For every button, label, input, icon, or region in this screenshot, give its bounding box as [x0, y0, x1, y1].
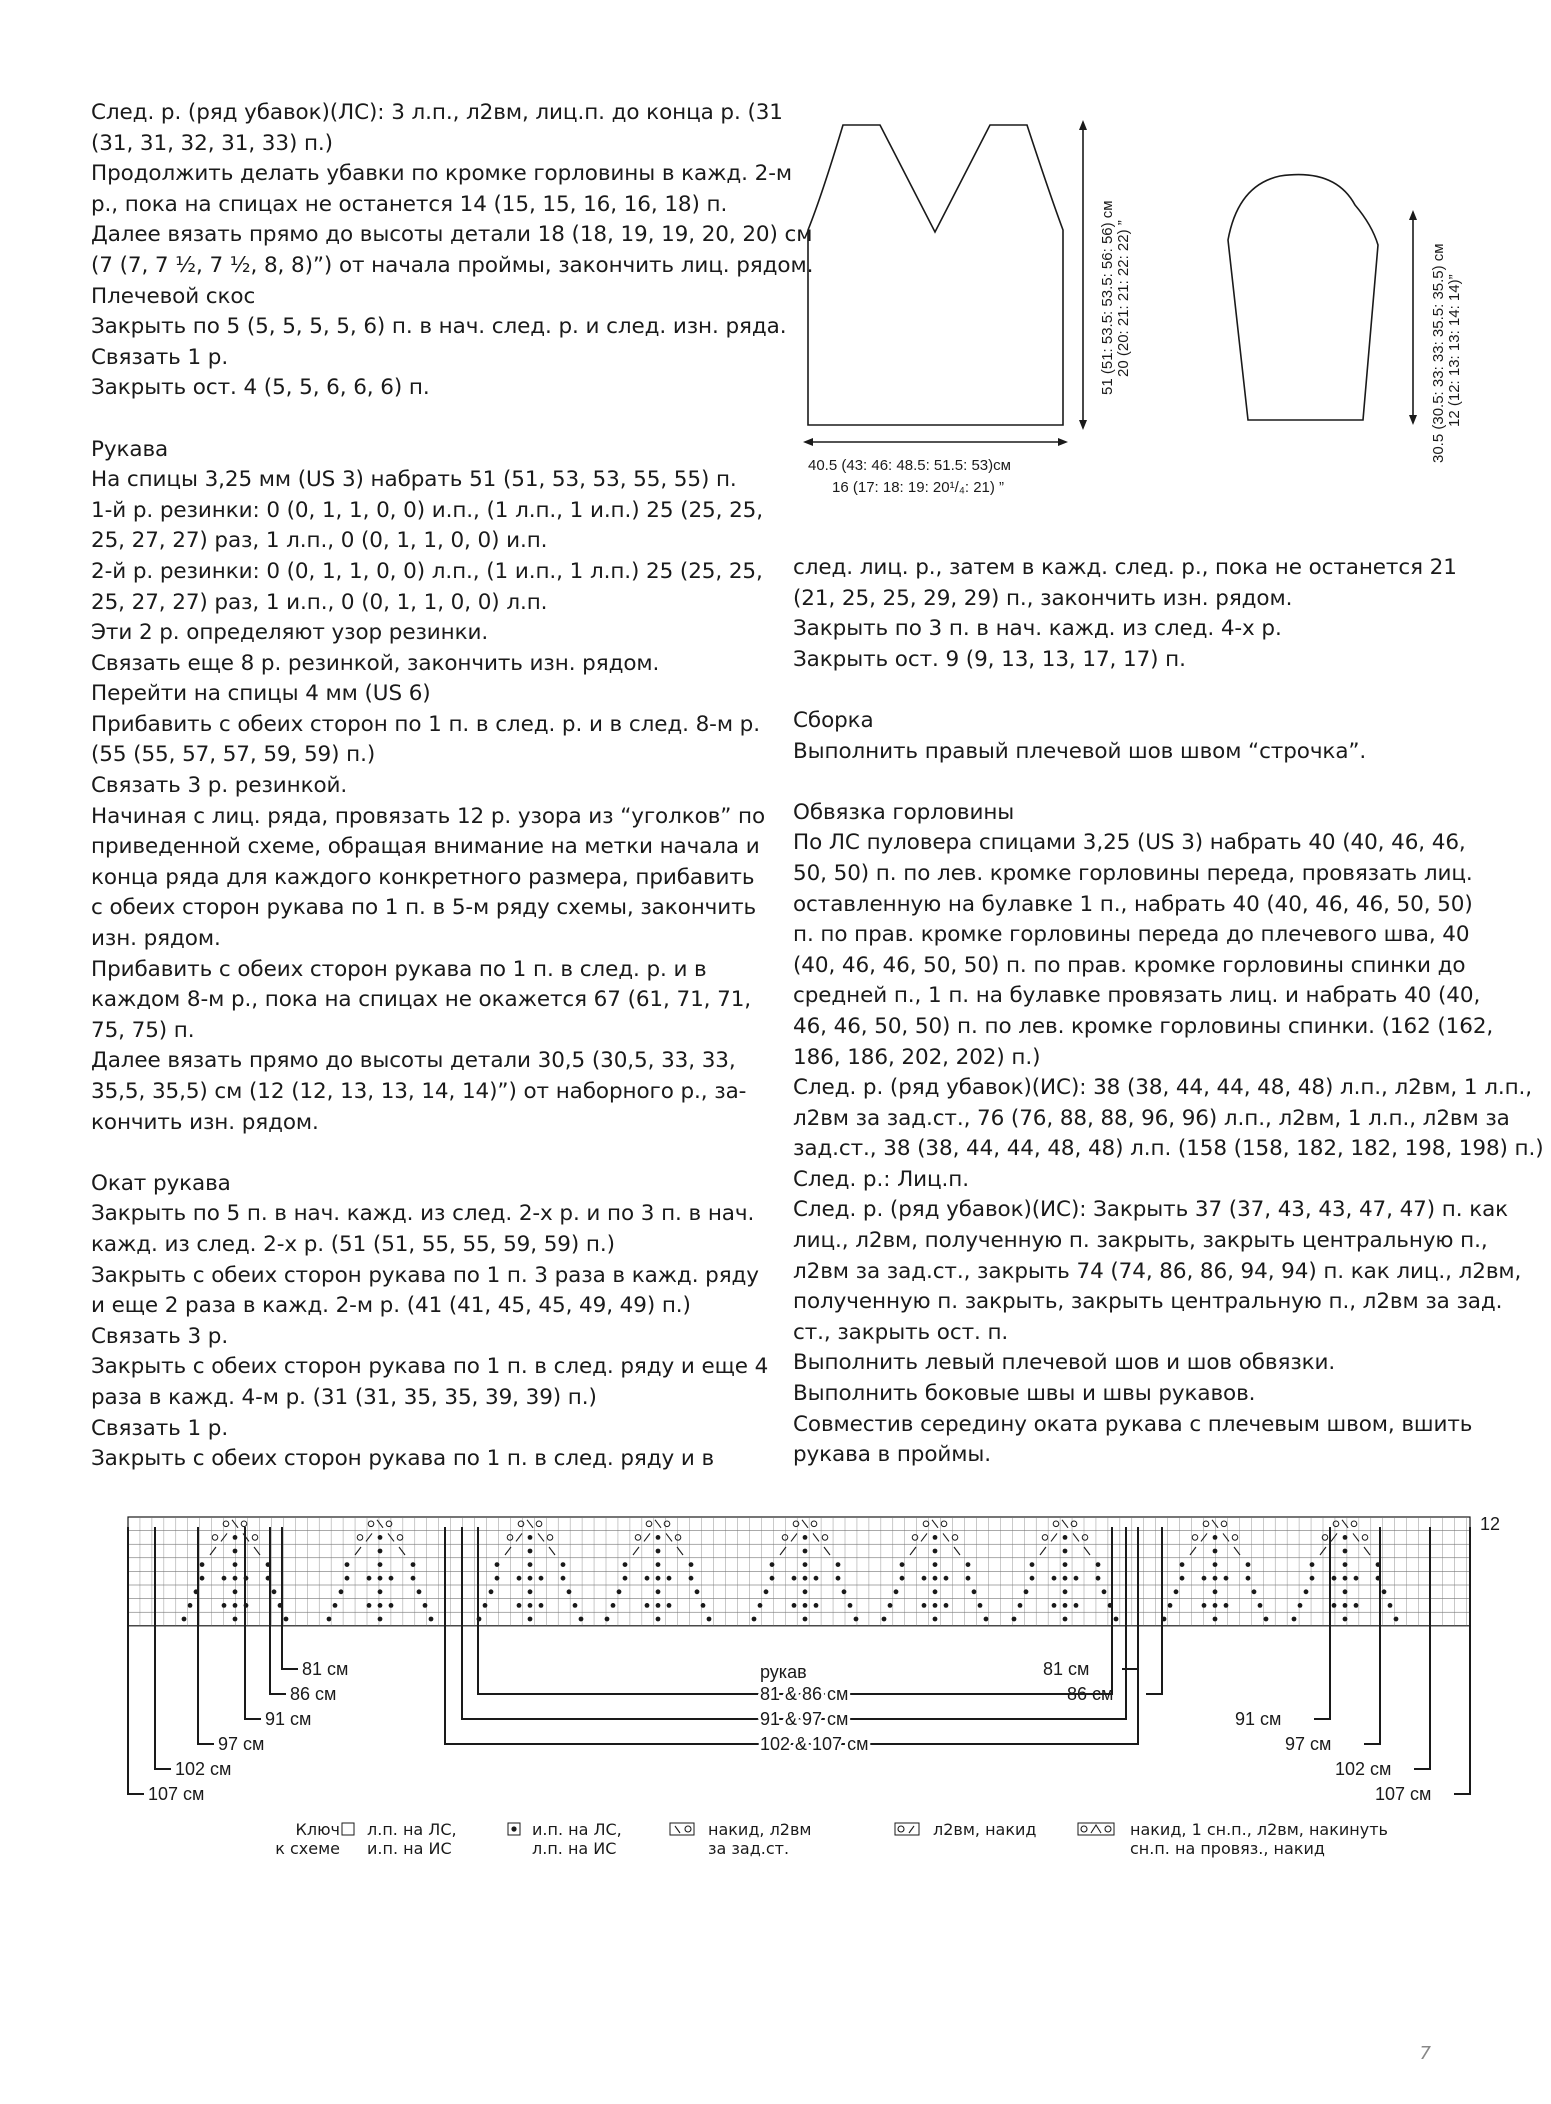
text-line: (55 (55, 57, 57, 59, 59) п.) [91, 742, 376, 768]
text-line: Начиная с лиц. ряда, провязать 12 р. узора из “уголков” по [91, 803, 766, 829]
text-line: (31, 31, 32, 31, 33) п.) [91, 130, 333, 156]
text-line: Связать 3 р. резинкой. [91, 773, 348, 799]
text-line: п. по прав. кромке горловины переда до плечевого шва, 40 [793, 922, 1470, 948]
text-line: Закрыть по 3 п. в нач. кажд. из след. 4-х р. [793, 616, 1282, 642]
text-line: Связать 1 р. [91, 344, 229, 370]
key-item-k2tog-yo: л2вм, накид [933, 1820, 1037, 1839]
text-line: Далее вязать прямо до высоты детали 30,5 (30,5, 33, 33, [91, 1048, 736, 1074]
text-line: раза в кажд. 4-м р. (31 (31, 35, 35, 39, 39) п.) [91, 1384, 597, 1410]
left-size-label: 86 см [290, 1684, 337, 1704]
text-line: Выполнить левый плечевой шов и шов обвязки. [793, 1350, 1336, 1376]
text-line: Выполнить правый плечевой шов швом “строчка”. [793, 738, 1367, 764]
text-line: На спицы 3,25 мм (US 3) набрать 51 (51, 53, 53, 55, 55) п. [91, 467, 737, 493]
right-size-label: 86 см [1067, 1684, 1114, 1704]
text-line: Обвязка горловины [793, 799, 1015, 825]
text-line: Связать еще 8 р. резинкой, закончить изн. рядом. [91, 650, 660, 676]
text-line: След. р. (ряд убавок)(ЛС): 3 л.п., л2вм, лиц.п. до конца р. (31 [91, 100, 783, 125]
text-line: Закрыть ост. 9 (9, 13, 13, 17, 17) п. [793, 646, 1186, 672]
body-width-in-label: 16 (17: 18: 19: 20¹/₄: 21) ” [832, 479, 1005, 496]
text-line: средней п., 1 п. на булавке провязать лиц. и набрать 40 (40, [793, 983, 1481, 1009]
text-line: Совместив середину оката рукава с плечевым швом, вшить [793, 1411, 1473, 1437]
text-line: 50, 50) п. по лев. кромке горловины переда, провязать лиц. [793, 860, 1473, 886]
right-size-label: 91 см [1235, 1709, 1282, 1729]
text-line: след. лиц. р., затем в кажд. след. р., пока не останется 21 [793, 555, 1457, 580]
text-line: Связать 1 р. [91, 1415, 229, 1441]
chart-row-count: 12 [1480, 1514, 1501, 1534]
left-size-label: 102 см [175, 1759, 232, 1779]
text-line: кончить изн. рядом. [91, 1109, 319, 1135]
text-line: Выполнить боковые швы и швы рукавов. [793, 1381, 1256, 1407]
key-symbol-knit [342, 1823, 354, 1835]
text-line: Сборка [793, 707, 874, 733]
left-size-label: 107 см [148, 1784, 205, 1804]
center-size-label: 102 & 107 см [760, 1734, 869, 1754]
text-line: рукава в проймы. [793, 1442, 991, 1468]
text-line: 46, 46, 50, 50) п. по лев. кромке горловины спинки. (162 (162, [793, 1013, 1494, 1039]
right-size-label: 97 см [1285, 1734, 1332, 1754]
key-title-2: к схеме [275, 1839, 340, 1858]
body-height-in-label: 20 (20: 21: 21: 22: 22) ” [1115, 220, 1132, 377]
text-line: 25, 27, 27) раз, 1 и.п., 0 (0, 1, 1, 0, 0) л.п. [91, 589, 548, 615]
text-line: Закрыть с обеих сторон рукава по 1 п. в след. ряду и в [91, 1446, 715, 1472]
text-line: 2-й р. резинки: 0 (0, 1, 1, 0, 0) л.п., (1 и.п., 1 л.п.) 25 (25, 25, [91, 558, 763, 584]
text-line: След. р. (ряд убавок)(ИС): Закрыть 37 (37, 43, 43, 47, 47) п. как [793, 1197, 1509, 1223]
left-size-label: 97 см [218, 1734, 265, 1754]
body-height-label: 51 (51: 53.5: 53.5: 56: 56) см [1099, 200, 1116, 395]
text-line: лиц., л2вм, полученную п. закрыть, закрыть центральную п., [793, 1228, 1488, 1254]
text-line: 1-й р. резинки: 0 (0, 1, 1, 0, 0) и.п., (1 л.п., 1 и.п.) 25 (25, 25, [91, 497, 763, 523]
text-line: Окат рукава [91, 1170, 231, 1196]
text-line: конца ряда для каждого конкретного размера, прибавить [91, 864, 755, 890]
text-line: Рукава [91, 436, 169, 462]
sleeve-height-label: 30.5 (30.5: 33: 33: 35.5: 35.5) см [1430, 243, 1447, 463]
text-line: полученную п. закрыть, закрыть центральную п., л2вм за зад. [793, 1289, 1503, 1315]
text-line: Перейти на спицы 4 мм (US 6) [91, 681, 431, 707]
text-line: Плечевой скос [91, 283, 256, 309]
text-line: Эти 2 р. определяют узор резинки. [91, 620, 489, 646]
text-line: л2вм за зад.ст., 76 (76, 88, 88, 96, 96) л.п., л2вм, 1 л.п., л2вм за [793, 1105, 1510, 1131]
left-size-label: 81 см [302, 1659, 349, 1679]
sleeve-height-in-label: 12 (12: 13: 13: 14: 14)” [1446, 274, 1463, 427]
text-line: (7 (7, 7 ½, 7 ½, 8, 8)”) от начала проймы, закончить лиц. рядом. [91, 252, 814, 278]
text-line: изн. рядом. [91, 926, 221, 952]
center-size-label: 91 & 97 см [760, 1709, 849, 1729]
body-width-label: 40.5 (43: 46: 48.5: 51.5: 53)см [808, 457, 1011, 474]
text-line: (21, 25, 25, 29, 29) п., закончить изн. рядом. [793, 585, 1293, 611]
text-line: 75, 75) п. [91, 1017, 195, 1043]
text-line: с обеих сторон рукава по 1 п. в 5-м ряду схемы, закончить [91, 895, 757, 921]
right-size-label: 81 см [1043, 1659, 1090, 1679]
text-line: зад.ст., 38 (38, 44, 44, 48, 48) л.п. (158 (158, 182, 182, 198, 198) п.) [793, 1136, 1544, 1162]
text-line: Закрыть с обеих сторон рукава по 1 п. 3 раза в кажд. ряду [91, 1262, 759, 1288]
center-size-label: 81 & 86 см [760, 1684, 849, 1704]
page-number: 7 [1419, 2043, 1431, 2064]
right-size-label: 107 см [1375, 1784, 1432, 1804]
text-line: кажд. из след. 2-х р. (51 (51, 55, 55, 59, 59) п.) [91, 1231, 615, 1257]
text-line: каждом 8-м р., пока на спицах не окажется 67 (61, 71, 71, [91, 987, 752, 1013]
text-line: След. р. (ряд убавок)(ИС): 38 (38, 44, 44, 48, 48) л.п., л2вм, 1 л.п., [793, 1075, 1533, 1101]
text-line: 25, 27, 27) раз, 1 л.п., 0 (0, 1, 1, 0, 0) и.п. [91, 528, 548, 554]
text-line: р., пока на спицах не останется 14 (15, 15, 16, 16, 18) п. [91, 191, 728, 217]
text-line: Закрыть ост. 4 (5, 5, 6, 6, 6) п. [91, 375, 430, 401]
text-line: ст., закрыть ост. п. [793, 1319, 1009, 1345]
text-line: л2вм за зад.ст., закрыть 74 (74, 86, 86, 94, 94) п. как лиц., л2вм, [793, 1258, 1522, 1284]
key-title-1: Ключ [295, 1820, 340, 1839]
chart-center-label: рукав [760, 1662, 807, 1682]
text-line: Далее вязать прямо до высоты детали 18 (18, 19, 19, 20, 20) см [91, 222, 813, 248]
text-line: Прибавить с обеих сторон рукава по 1 п. в след. р. и в [91, 956, 707, 982]
key-item-purl: и.п. на ЛС, л.п. на ИС [532, 1820, 622, 1858]
text-line: Закрыть по 5 п. в нач. кажд. из след. 2-х р. и по 3 п. в нач. [91, 1201, 755, 1227]
text-line: Закрыть с обеих сторон рукава по 1 п. в след. ряду и еще 4 [91, 1354, 769, 1380]
text-line: 35,5, 35,5) см (12 (12, 13, 13, 14, 14)”) от наборного р., за- [91, 1079, 747, 1104]
text-line: След. р.: Лиц.п. [793, 1166, 969, 1192]
text-line: (40, 46, 46, 50, 50) п. по прав. кромке горловины спинки до [793, 952, 1466, 978]
text-line: Прибавить с обеих сторон по 1 п. в след. р. и в след. 8-м р. [91, 711, 760, 737]
text-line: 186, 186, 202, 202) п.) [793, 1044, 1041, 1070]
key-symbol-yo-ssk [670, 1823, 694, 1835]
key-item-knit: л.п. на ЛС, и.п. на ИС [367, 1820, 457, 1858]
text-line: приведенной схеме, обращая внимание на метки начала и [91, 834, 760, 860]
key-item-double-dec: накид, 1 сн.п., л2вм, накинуть сн.п. на провяз., накид [1130, 1820, 1388, 1858]
key-item-yo-ssk: накид, л2вм за зад.ст. [708, 1820, 812, 1858]
text-line: Связать 3 р. [91, 1323, 229, 1349]
text-line: Закрыть по 5 (5, 5, 5, 5, 6) п. в нач. след. р. и след. изн. ряда. [91, 314, 787, 340]
text-line: Продолжить делать убавки по кромке горловины в кажд. 2-м [91, 161, 792, 187]
key-symbol-k2tog-yo [895, 1823, 919, 1835]
left-size-label: 91 см [265, 1709, 312, 1729]
right-size-label: 102 см [1335, 1759, 1392, 1779]
text-line: По ЛС пуловера спицами 3,25 (US 3) набрать 40 (40, 46, 46, [793, 830, 1466, 856]
text-line: и еще 2 раза в кажд. 2-м р. (41 (41, 45, 45, 49, 49) п.) [91, 1293, 691, 1319]
text-line: оставленную на булавке 1 п., набрать 40 (40, 46, 46, 50, 50) [793, 891, 1473, 917]
